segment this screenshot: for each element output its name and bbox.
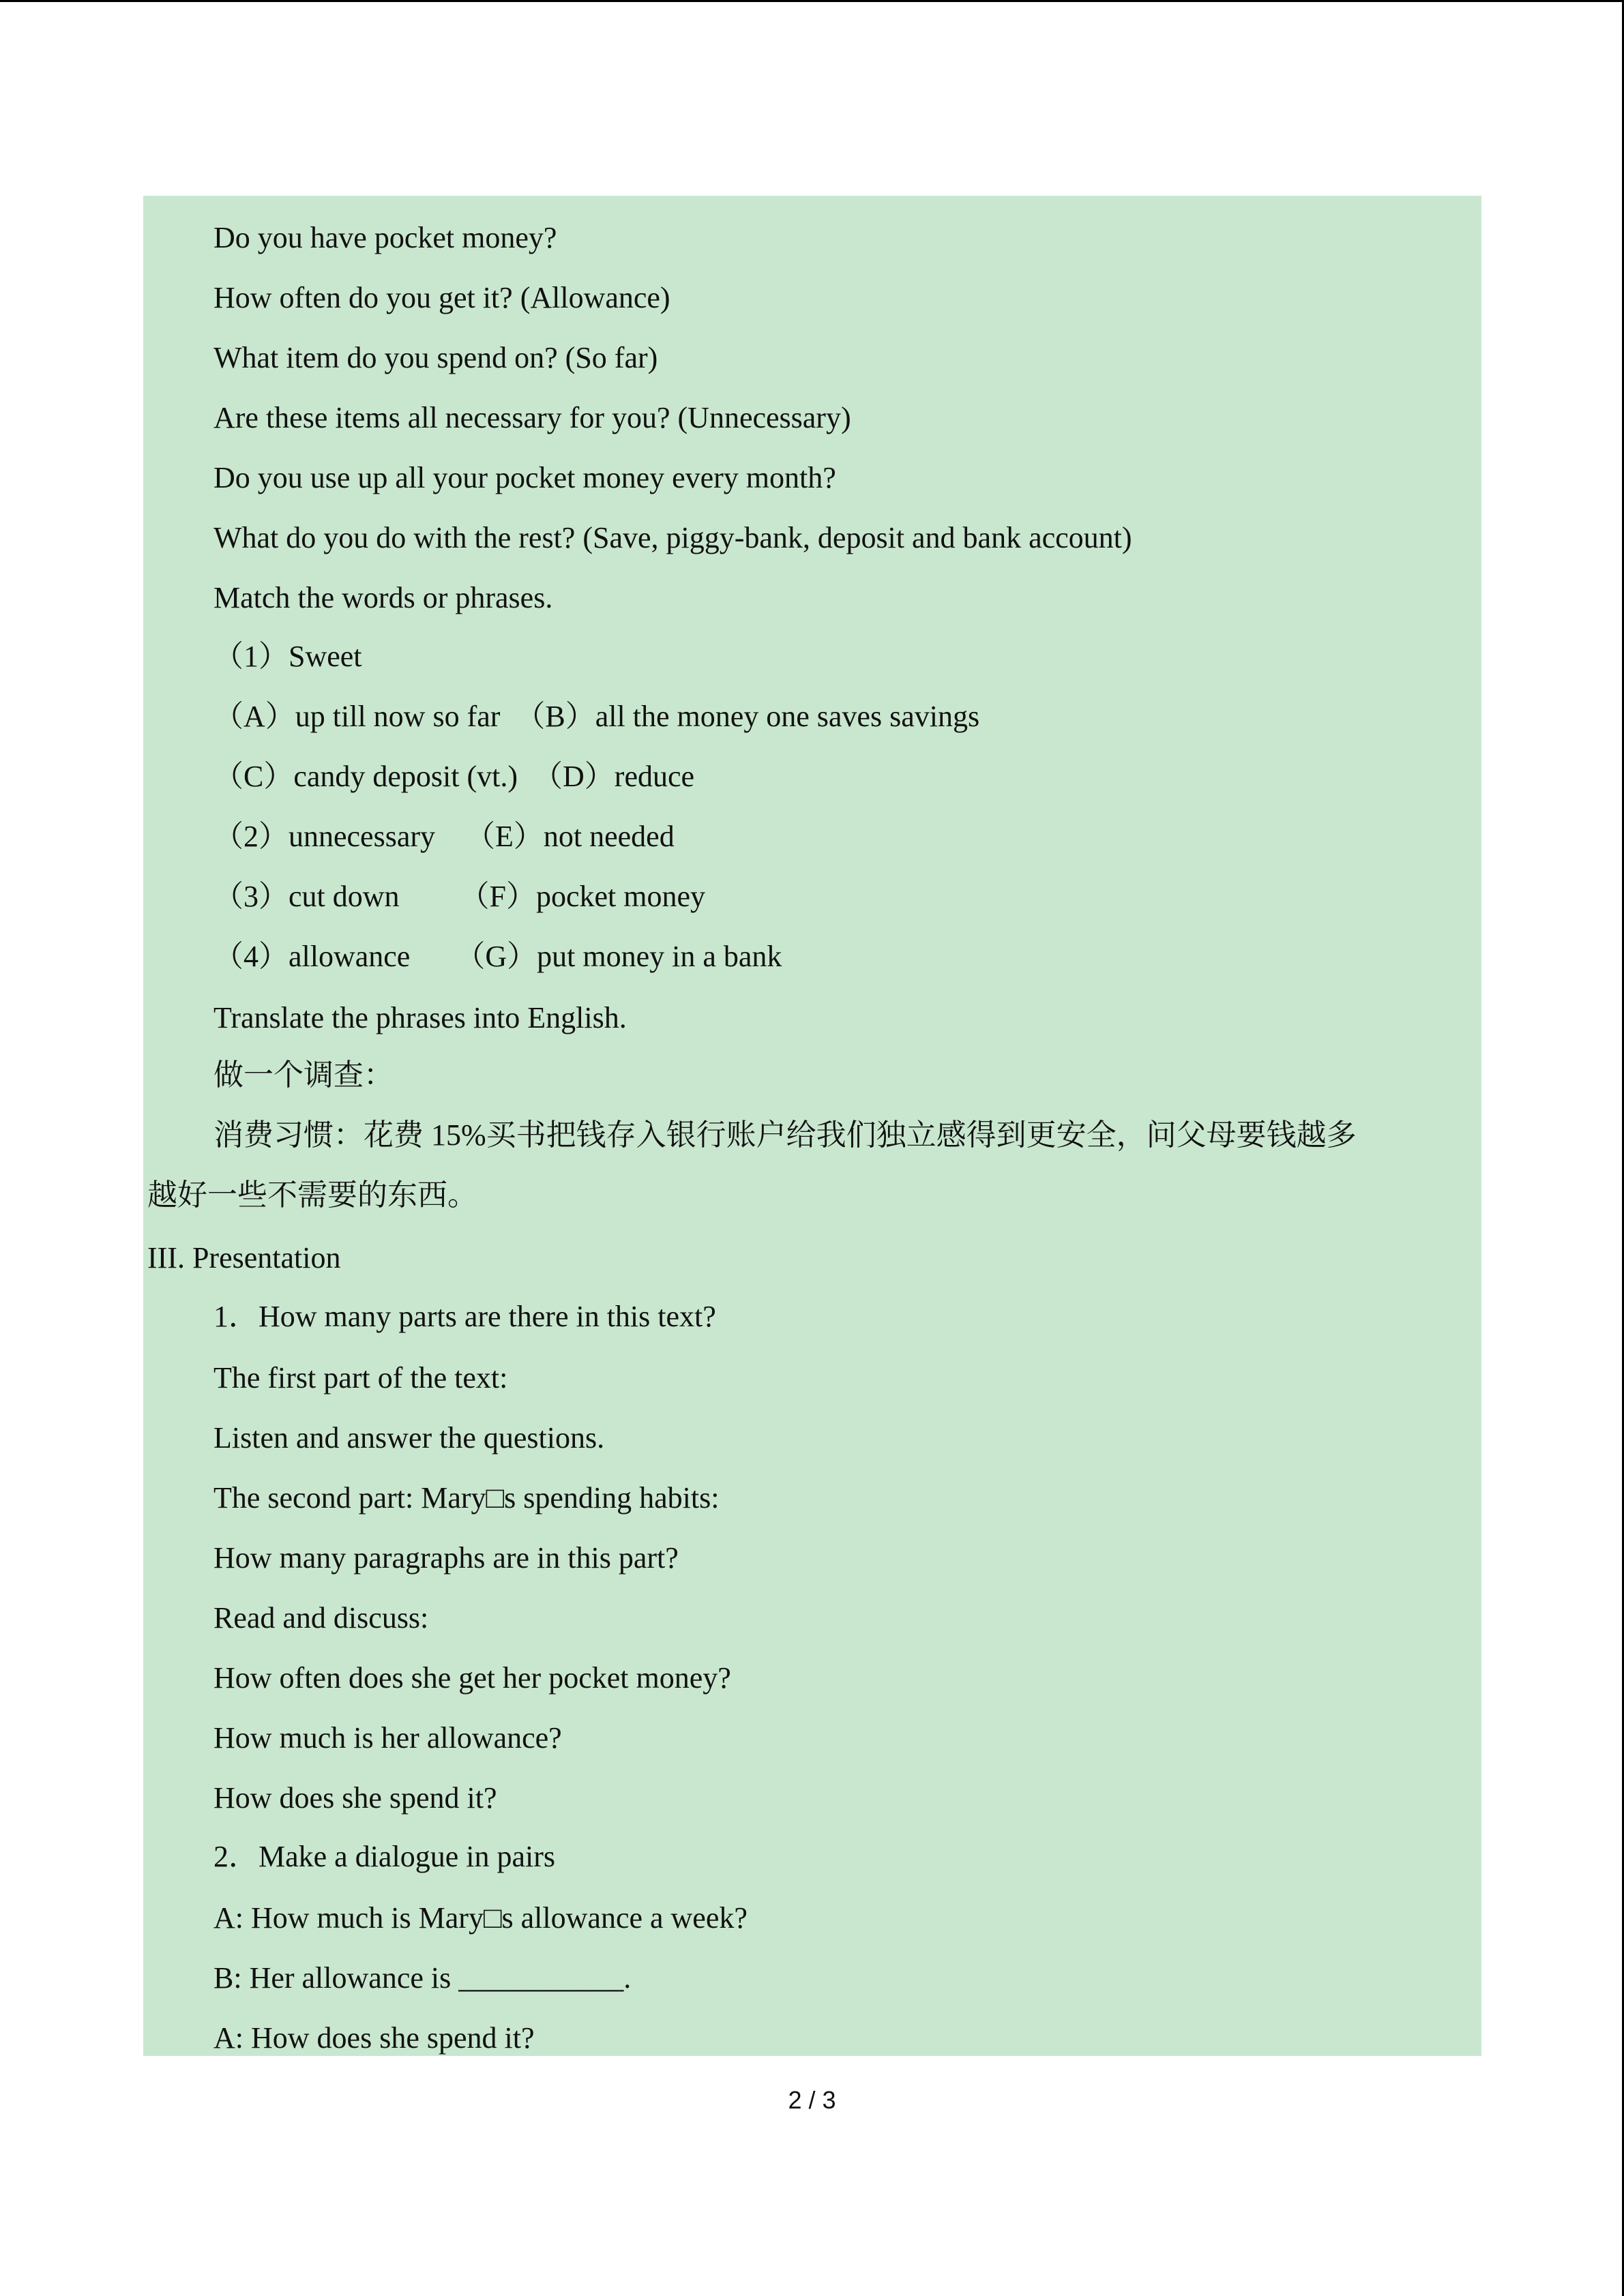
question-paragraphs: How many paragraphs are in this part?: [213, 1541, 679, 1575]
second-part-label: The second part: Mary□s spending habits:: [213, 1481, 720, 1515]
question-spend: How does she spend it?: [213, 1781, 497, 1815]
page-number: 2 / 3: [788, 2086, 836, 2114]
match-item-1: （1）Sweet: [213, 640, 362, 673]
instruction-read-discuss: Read and discuss:: [213, 1601, 429, 1635]
question-rest: What do you do with the rest? (Save, piggy-bank, deposit and bank account): [213, 521, 1132, 554]
question-how-often: How often do you get it? (Allowance): [213, 281, 670, 314]
presentation-item-1: 1．How many parts are there in this text?: [213, 1300, 716, 1333]
survey-phrases-continued: 越好一些不需要的东西。: [147, 1178, 477, 1212]
dialogue-line-a2: A: How does she spend it?: [213, 2021, 535, 2055]
survey-phrases: 消费习惯：花费 15%买书把钱存入银行账户给我们独立感得到更安全，问父母要钱越多: [213, 1118, 1357, 1152]
presentation-item-2: 2．Make a dialogue in pairs: [213, 1840, 555, 1873]
dialogue-line-b1: B: Her allowance is ___________.: [213, 1961, 632, 1995]
question-necessary: Are these items all necessary for you? (Unnecessary): [213, 401, 851, 434]
match-item-3: （3）cut down （F）pocket money: [213, 880, 706, 913]
match-options-c-d: （C）candy deposit (vt.) （D）reduce: [213, 760, 695, 793]
top-border: [0, 0, 1624, 2]
instruction-listen: Listen and answer the questions.: [213, 1421, 605, 1455]
first-part-label: The first part of the text:: [213, 1361, 508, 1395]
match-item-4: （4）allowance （G）put money in a bank: [213, 940, 782, 973]
match-item-2: （2）unnecessary （E）not needed: [213, 820, 675, 853]
section-heading-presentation: III. Presentation: [147, 1241, 341, 1274]
question-pocket-money: Do you have pocket money?: [213, 221, 557, 254]
question-spend-on: What item do you spend on? (So far): [213, 341, 658, 374]
instruction-match: Match the words or phrases.: [213, 581, 553, 614]
question-how-often-pocket-money: How often does she get her pocket money?: [213, 1661, 731, 1695]
instruction-translate: Translate the phrases into English.: [213, 1001, 627, 1034]
question-allowance: How much is her allowance?: [213, 1721, 562, 1755]
match-options-a-b: （A）up till now so far （B）all the money one saves savings: [213, 700, 980, 733]
dialogue-line-a1: A: How much is Mary□s allowance a week?: [213, 1901, 748, 1935]
question-use-up: Do you use up all your pocket money every month?: [213, 461, 836, 494]
survey-heading: 做一个调查：: [213, 1058, 394, 1092]
